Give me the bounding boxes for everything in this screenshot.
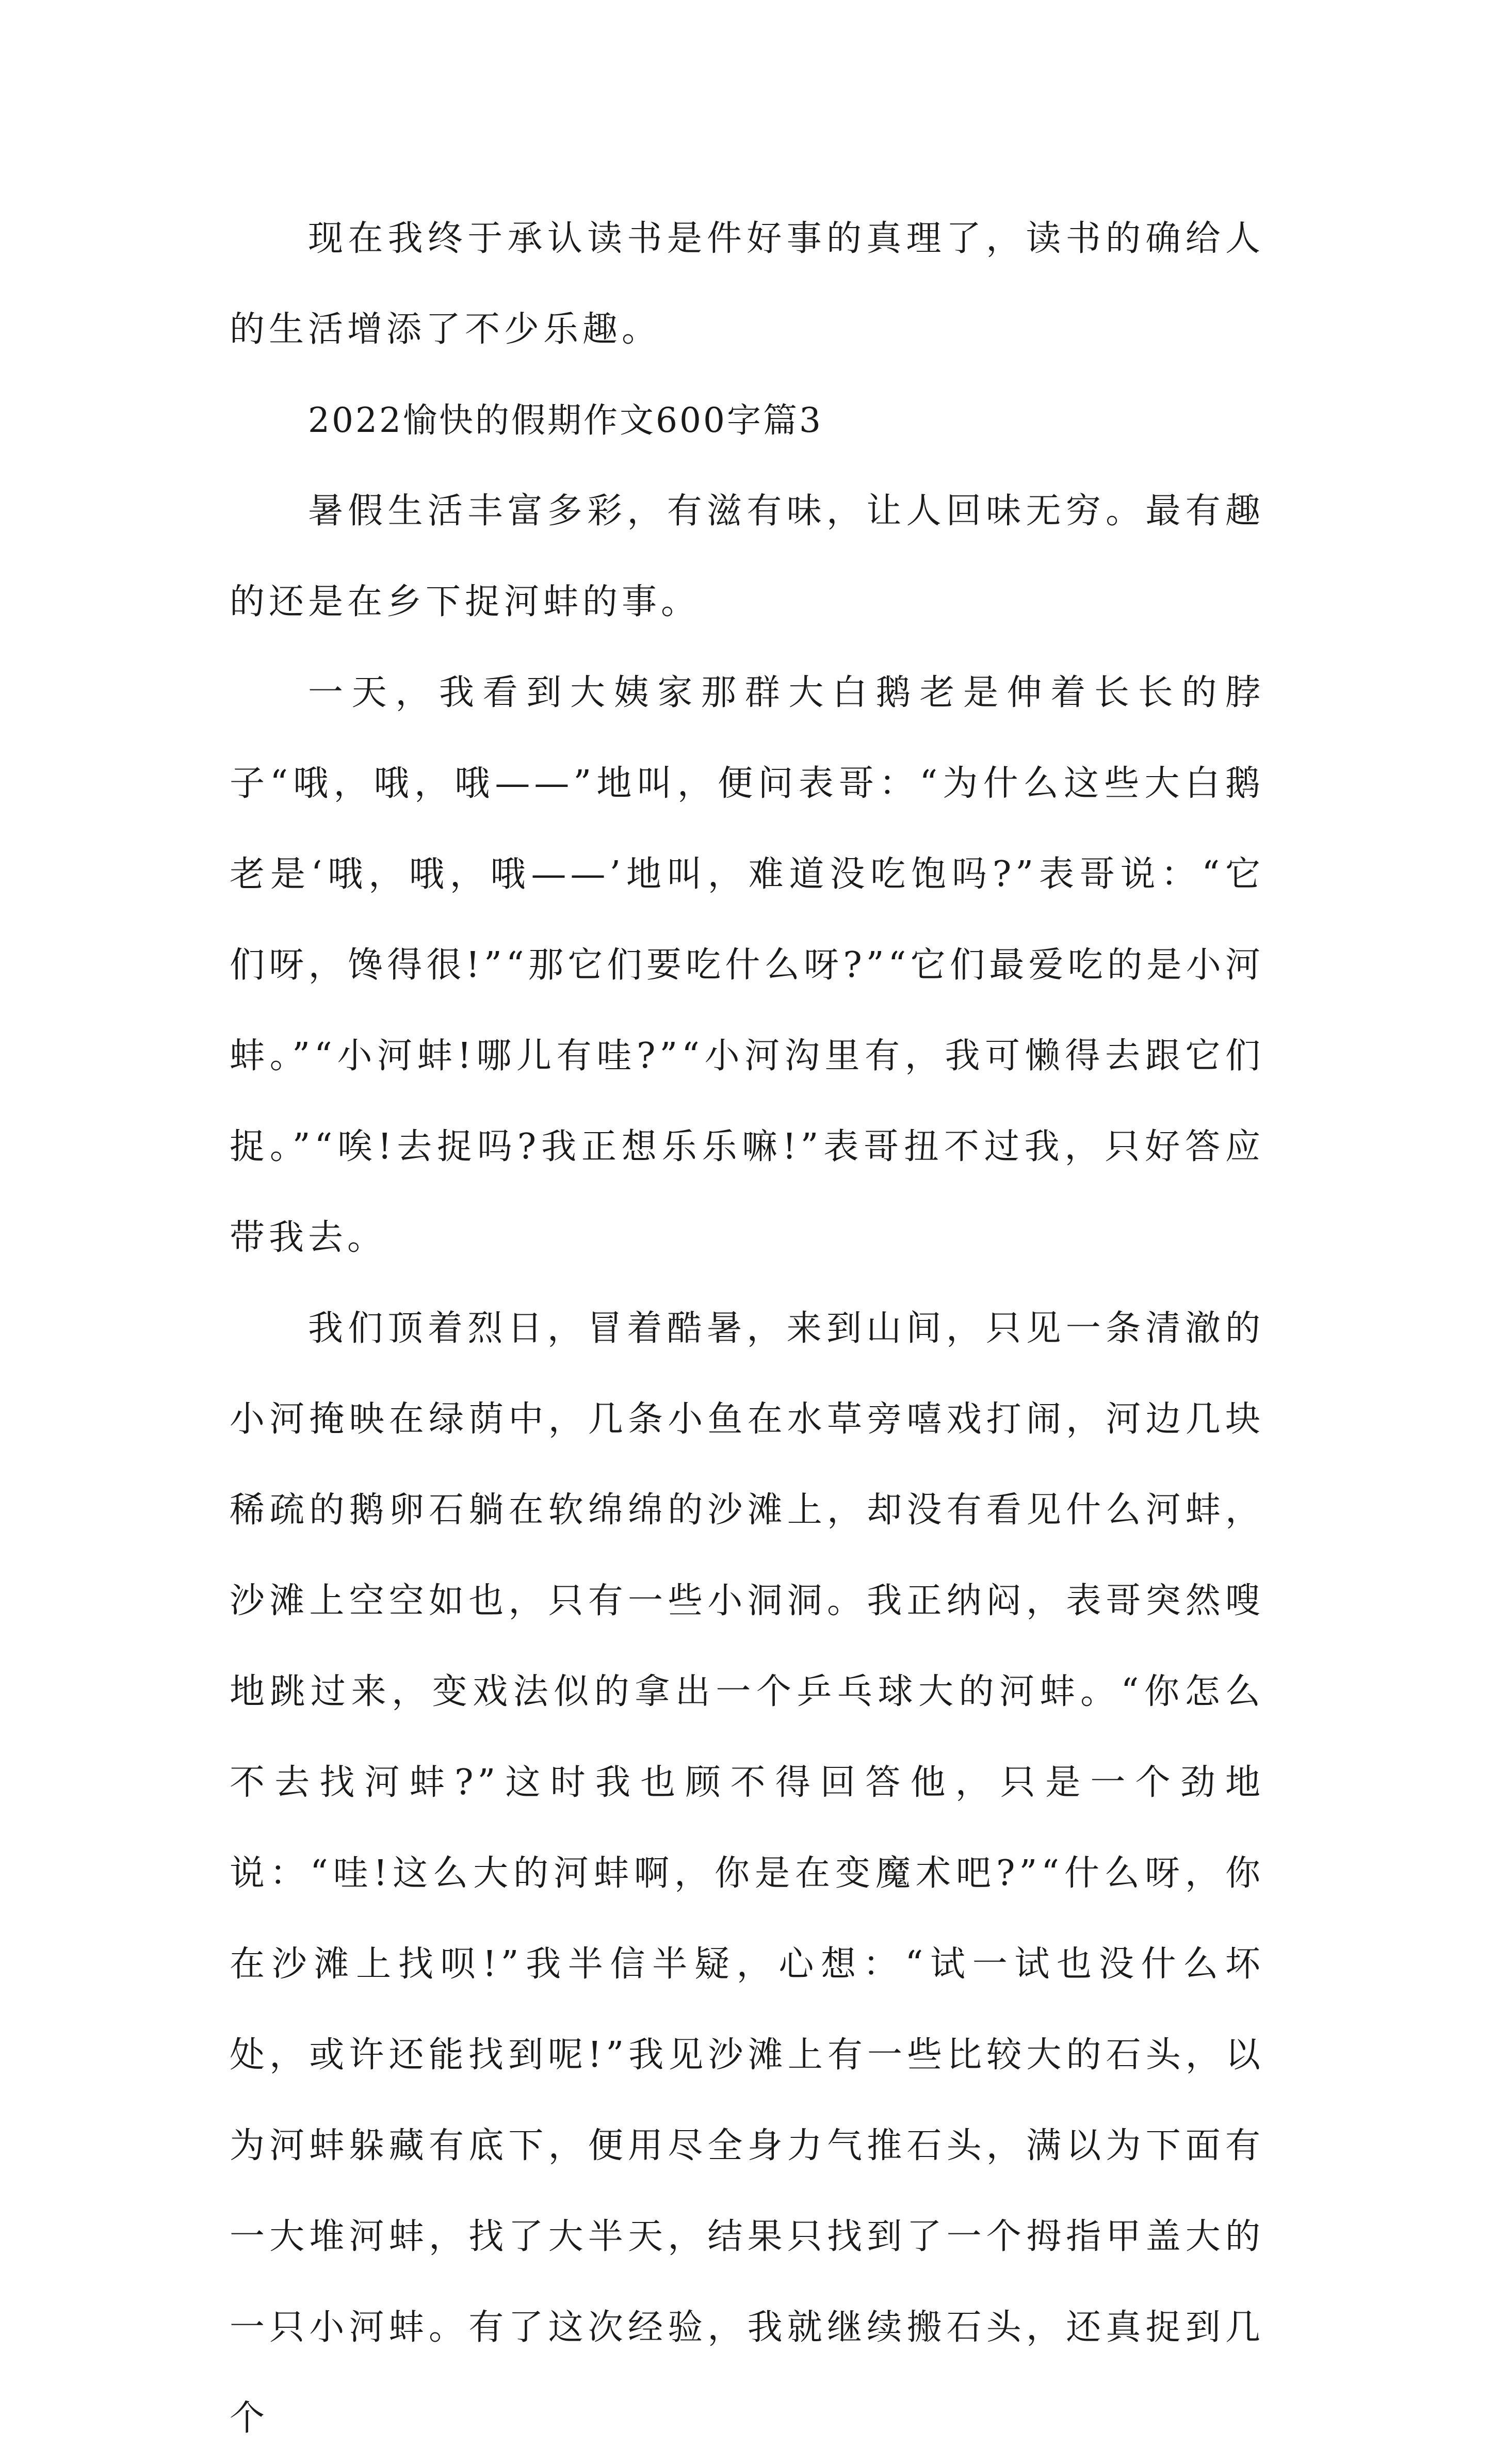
paragraph-geese-dialogue: 一天，我看到大姨家那群大白鹅老是伸着长长的脖子“哦，哦，哦——”地叫，便问表哥：“为什么这些大白鹅老是‘哦，哦，哦——’地叫，难道没吃饱吗?”表哥说：“它们呀，馋得很!”“那它们要吃什么呀?”“它们最爱吃的是小河蚌。”“小河蚌!哪儿有哇?”“小河沟里有，我可懒得去跟它们捉。”“唉!去捉吗?我正想乐乐嘛!”表哥扭不过我，只好答应带我去。 — [230, 672, 1264, 1258]
paragraph-summer-intro: 暑假生活丰富多彩，有滋有味，让人回味无穷。最有趣的还是在乡下捉河蚌的事。 — [230, 491, 1264, 622]
document-body — [230, 194, 1264, 2464]
section-heading: 2022愉快的假期作文600字篇3 — [308, 400, 823, 440]
paragraph-reading-conclusion: 现在我终于承认读书是件好事的真理了，读书的确给人的生活增添了不少乐趣。 — [230, 218, 1264, 350]
paragraph-river-search: 我们顶着烈日，冒着酷暑，来到山间，只见一条清澈的小河掩映在绿荫中，几条小鱼在水草旁嘻戏打闹，河边几块稀疏的鹅卵石躺在软绵绵的沙滩上，却没有看见什么河蚌，沙滩上空空如也，只有一些小洞洞。我正纳闷，表哥突然嗖地跳过来，变戏法似的拿出一个乒乓球大的河蚌。“你怎么不去找河蚌?”这时我也顾不得回答他，只是一个劲地说：“哇!这么大的河蚌啊，你是在变魔术吧?”“什么呀，你在沙滩上找呗!”我半信半疑，心想：“试一试也没什么坏处，或许还能找到呢!”我见沙滩上有一些比较大的石头，以为河蚌躲藏有底下，便用尽全身力气推石头，满以为下面有一大堆河蚌，找了大半天，结果只找到了一个拇指甲盖大的一只小河蚌。有了这次经验，我就继续搬石头，还真捉到几个 — [230, 1308, 1264, 2439]
